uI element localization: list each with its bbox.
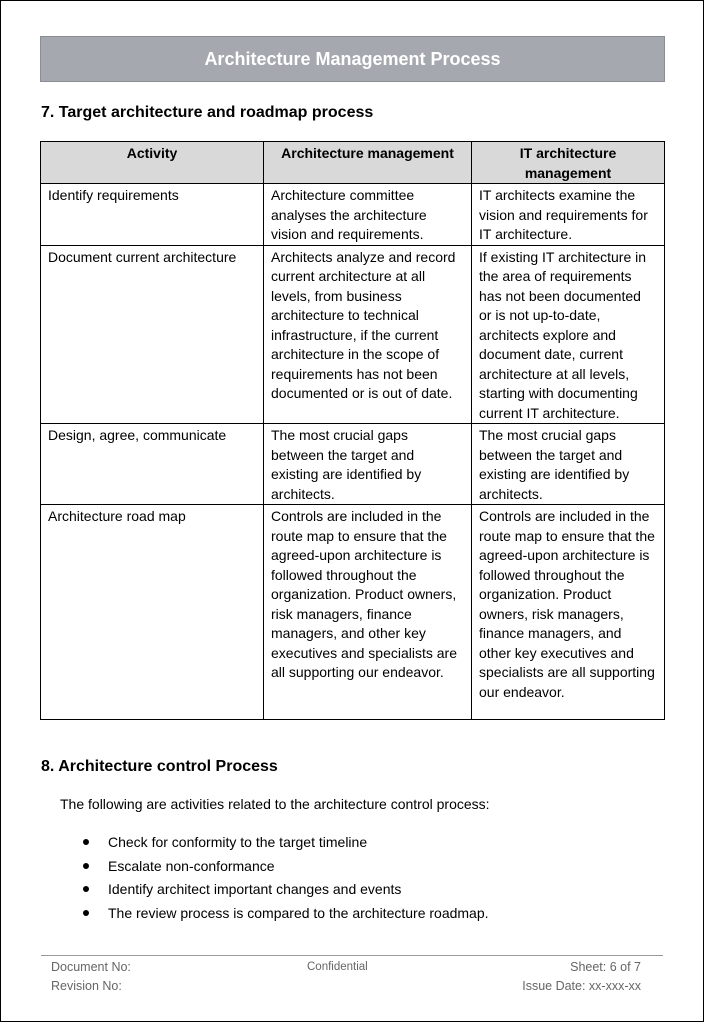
bullet-icon <box>83 910 89 916</box>
document-title: Architecture Management Process <box>204 48 501 69</box>
list-item-text: Escalate non-conformance <box>108 857 275 874</box>
header-architecture-management: Architecture management <box>264 142 472 184</box>
process-table <box>40 141 665 720</box>
table-row <box>41 245 665 424</box>
table-row <box>41 184 665 246</box>
table-cell: The most crucial gaps between the target and existing are identified by architects. <box>472 424 665 505</box>
header-it-architecture-management: IT architecture management <box>472 142 665 184</box>
footer-issue-date: Issue Date: xx-xxx-xx <box>522 979 641 993</box>
header-activity: Activity <box>41 142 264 184</box>
table-cell: The most crucial gaps between the target and existing are identified by architects. <box>264 424 472 505</box>
section-7-heading: 7. Target architecture and roadmap process <box>41 104 374 121</box>
activity-list <box>60 832 489 926</box>
table-cell: Architecture road map <box>41 505 264 720</box>
list-item-text: The review process is compared to the architecture roadmap. <box>108 904 489 921</box>
list-item-text: Check for conformity to the target timeline <box>108 834 368 850</box>
title-banner <box>40 36 665 82</box>
table-header-row <box>41 142 665 184</box>
table-cell: Architects analyze and record current architecture at all levels, from business architecture to technical infrastructure, if the current architecture in the scope of requirements has not been documented or is out of date. <box>264 245 472 424</box>
section-8-heading: 8. Architecture control Process <box>41 758 278 775</box>
table-cell: IT architects examine the vision and requirements for IT architecture. <box>472 184 665 246</box>
bullet-icon <box>83 886 89 892</box>
table-row <box>41 505 665 720</box>
table-cell: If existing IT architecture in the area of requirements has not been documented or is not up-to-date, architects explore and document date, current architecture at all levels, starting with documenting current IT architecture. <box>472 245 665 424</box>
section-8-intro: The following are activities related to the architecture control process: <box>60 796 490 812</box>
table-row <box>41 424 665 505</box>
list-item <box>60 903 489 927</box>
footer-sheet: Sheet: 6 of 7 <box>570 960 641 974</box>
list-item <box>60 879 489 903</box>
table-cell: Identify requirements <box>41 184 264 246</box>
list-item <box>60 856 489 880</box>
list-item-text: Identify architect important changes and events <box>108 881 402 897</box>
table-cell: Design, agree, communicate <box>41 424 264 505</box>
bullet-icon <box>83 863 89 869</box>
bullet-icon <box>83 839 89 845</box>
list-item <box>60 832 489 856</box>
footer-revision-no: Revision No: <box>51 979 122 993</box>
footer-divider <box>41 955 663 956</box>
table-cell: Document current architecture <box>41 245 264 424</box>
table-cell: Architecture committee analyses the architecture vision and requirements. <box>264 184 472 246</box>
footer-document-no: Document No: <box>51 960 131 974</box>
footer-confidential: Confidential <box>307 961 368 973</box>
table-cell: Controls are included in the route map to ensure that the agreed-upon architecture is followed throughout the organization. Product owners, risk managers, finance managers, and other key executives and specialists are all supporting our endeavor. <box>472 505 665 720</box>
table-cell: Controls are included in the route map to ensure that the agreed-upon architecture is followed throughout the organization. Product owners, risk managers, finance managers, and other key executives and specialists are all supporting our endeavor. <box>264 505 472 720</box>
